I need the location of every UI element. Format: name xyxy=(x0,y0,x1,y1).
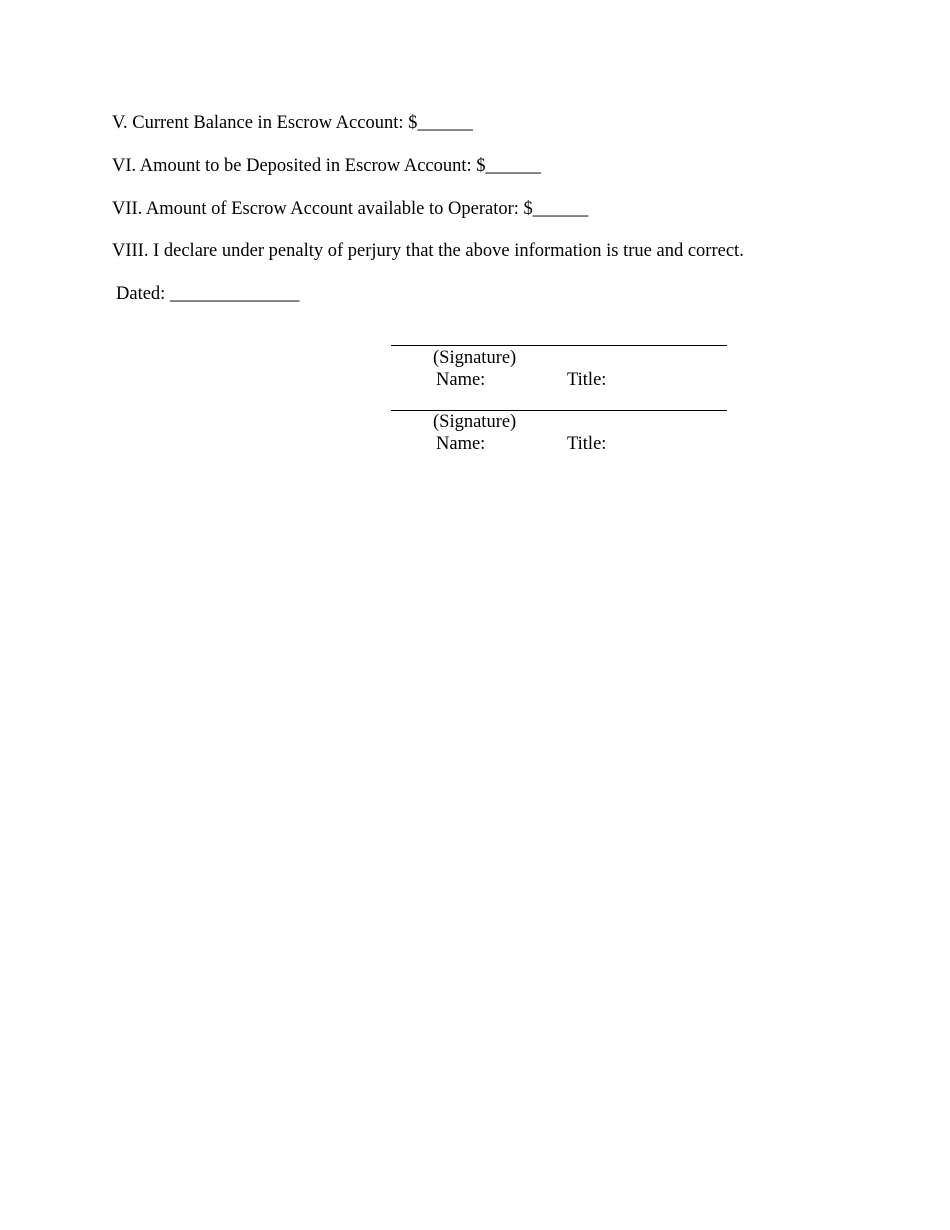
signature-title-label-1: Title: xyxy=(567,370,607,390)
item-vi-amount-deposited: VI. Amount to be Deposited in Escrow Account: $______ xyxy=(112,156,542,176)
dated-field: Dated: ______________ xyxy=(116,284,300,304)
item-vii-amount-available: VII. Amount of Escrow Account available to Operator: $______ xyxy=(112,199,589,219)
item-v-current-balance: V. Current Balance in Escrow Account: $______ xyxy=(112,113,473,133)
signature-label-2: (Signature) xyxy=(433,412,517,432)
signature-line-1 xyxy=(391,345,727,346)
signature-name-label-2: Name: xyxy=(436,434,486,454)
item-viii-declaration: VIII. I declare under penalty of perjury that the above information is true and correct. xyxy=(112,241,744,261)
signature-name-label-1: Name: xyxy=(436,370,486,390)
signature-label-1: (Signature) xyxy=(433,348,517,368)
signature-title-label-2: Title: xyxy=(567,434,607,454)
